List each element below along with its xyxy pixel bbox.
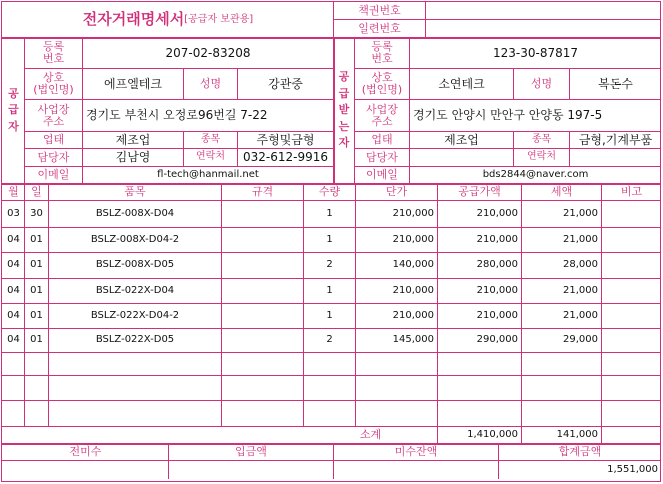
buyer-contact-label: 연락처 (527, 151, 556, 163)
table-cell (356, 376, 437, 400)
buyer-email-label: 이메일 (366, 168, 398, 182)
table-cell (222, 228, 303, 252)
col-header-5: 단가 (385, 185, 408, 199)
buyer-name-label: 상호 (법인명) (361, 71, 403, 96)
table-cell (49, 353, 221, 375)
table-cell: 280,000 (476, 259, 518, 271)
table-cell: 210,000 (392, 284, 434, 296)
grid-line (168, 443, 169, 479)
buyer-address-label: 사업장 주소 (366, 102, 398, 128)
subtotal-label: 소계 (359, 428, 382, 442)
table-cell (602, 353, 661, 375)
document-title (3, 3, 333, 37)
table-cell: 1 (326, 309, 333, 321)
table-cell: 21,000 (563, 207, 598, 219)
buyer-manager (410, 149, 513, 166)
supplier-name: 에프엘테크 (104, 76, 162, 91)
grid-line (333, 443, 334, 479)
grid-line (2, 328, 661, 329)
buyer-biz-type: 제조업 (444, 132, 479, 147)
table-cell: 210,000 (476, 233, 518, 245)
col-header-7: 세액 (550, 185, 573, 199)
grid-line (2, 227, 661, 228)
table-cell (438, 353, 521, 375)
table-cell (304, 353, 355, 375)
grid-line (513, 68, 514, 99)
supplier-address: 경기도 부천시 오정로96번길 7-22 (86, 108, 268, 123)
table-cell (222, 279, 303, 303)
table-cell: 01 (30, 334, 43, 346)
buyer-reg-no: 123-30-87817 (492, 45, 578, 60)
buyer-side-char: 자 (338, 136, 350, 150)
supplier-side-label (3, 38, 24, 183)
table-cell: BSLZ-022X-D05 (95, 334, 175, 346)
table-cell: 21,000 (563, 309, 598, 321)
subtotal-supply: 1,410,000 (467, 428, 518, 440)
grid-line (333, 2, 334, 37)
title-sub: [공급자 보관용] (184, 13, 254, 25)
table-cell: 210,000 (392, 233, 434, 245)
serial-no-value (426, 20, 661, 37)
buyer-side-char: 받 (338, 103, 350, 117)
grid-line (521, 426, 522, 443)
supplier-side-char: 급 (8, 103, 19, 117)
book-no-label: 책권번호 (358, 4, 401, 18)
table-cell: 01 (30, 284, 43, 296)
grid-line (2, 375, 661, 376)
grid-line (2, 278, 661, 279)
table-cell (356, 401, 437, 426)
table-cell: 04 (7, 309, 20, 321)
title-main: 전자거래명세서 (82, 10, 185, 29)
table-cell: 01 (30, 259, 43, 271)
buyer-biz-item-label: 종목 (531, 133, 552, 145)
grid-line (333, 19, 661, 20)
buyer-biz-type-label: 업태 (371, 133, 393, 147)
table-cell: 28,000 (563, 259, 598, 271)
table-cell: 145,000 (392, 334, 434, 346)
table-cell (304, 401, 355, 426)
grid-line (569, 68, 570, 99)
table-cell (602, 376, 661, 400)
supplier-email: fl-tech@hanmail.net (157, 168, 259, 180)
book-no-value (426, 3, 661, 19)
table-cell (602, 279, 661, 303)
supplier-email-label: 이메일 (37, 168, 70, 182)
supplier-rep: 강관중 (268, 76, 303, 91)
table-cell: BSLZ-022X-D04 (95, 284, 175, 296)
table-cell: 01 (30, 309, 43, 321)
table-cell (222, 304, 303, 328)
grid-line (498, 443, 499, 479)
grid-line (183, 68, 184, 99)
table-cell: 04 (7, 259, 20, 271)
table-cell (438, 401, 521, 426)
grid-line (2, 352, 661, 353)
supplier-biz-item: 주형및금형 (256, 132, 315, 147)
transaction-statement (1, 1, 661, 482)
table-cell: BSLZ-022X-D04-2 (90, 309, 180, 321)
col-header-0: 월 (8, 185, 19, 199)
supplier-biz-item-label: 종목 (200, 133, 221, 145)
table-cell (49, 376, 221, 400)
table-cell (3, 353, 24, 375)
table-cell (3, 401, 24, 426)
table-cell (304, 376, 355, 400)
supplier-rep-label: 성명 (199, 77, 222, 91)
footer-total-label: 합계금액 (558, 445, 602, 459)
table-cell: 2 (326, 334, 333, 346)
supplier-name-label: 상호 (법인명) (33, 71, 74, 96)
grid-line (601, 426, 602, 443)
subtotal-tax: 141,000 (556, 428, 598, 440)
grid-line (2, 460, 661, 461)
table-cell (49, 401, 221, 426)
buyer-side-label (334, 38, 354, 183)
table-cell: 03 (7, 207, 20, 219)
buyer-side-char: 는 (338, 119, 350, 133)
footer-unpaid-label: 전미수 (69, 445, 102, 459)
grid-line (425, 2, 426, 37)
table-cell (222, 376, 303, 400)
grid-line (2, 303, 661, 304)
supplier-manager: 김남영 (115, 150, 151, 165)
table-cell (522, 376, 601, 400)
table-cell (602, 201, 661, 227)
table-cell: 210,000 (476, 284, 518, 296)
supplier-biz-type: 제조업 (115, 132, 151, 147)
buyer-contact (570, 149, 661, 166)
table-cell (356, 353, 437, 375)
table-cell (602, 253, 661, 278)
table-cell: BSLZ-008X-D04-2 (90, 233, 180, 245)
col-header-3: 규격 (251, 185, 274, 199)
table-cell (222, 253, 303, 278)
supplier-contact: 032-612-9916 (242, 150, 328, 165)
footer-balance-value (334, 461, 498, 479)
table-cell (222, 401, 303, 426)
grid-line (437, 426, 438, 443)
col-header-4: 수량 (318, 185, 341, 199)
table-cell (222, 329, 303, 352)
serial-no-label: 일련번호 (358, 21, 401, 35)
footer-deposit-value (169, 461, 333, 479)
table-cell: 21,000 (563, 233, 598, 245)
buyer-email: bds2844@naver.com (482, 168, 589, 180)
table-cell: 1 (326, 207, 333, 219)
table-cell: BSLZ-008X-D05 (95, 259, 175, 271)
supplier-side-char: 자 (8, 119, 19, 133)
supplier-manager-label: 담당자 (37, 150, 70, 164)
table-cell (222, 201, 303, 227)
buyer-side-char: 급 (338, 86, 350, 100)
table-cell: 210,000 (392, 309, 434, 321)
table-cell (522, 401, 601, 426)
table-cell: 29,000 (563, 334, 598, 346)
table-cell (3, 376, 24, 400)
table-cell (25, 401, 48, 426)
footer-balance-label: 미수잔액 (394, 445, 438, 459)
footer-deposit-label: 입금액 (235, 445, 267, 459)
table-cell: 210,000 (476, 309, 518, 321)
supplier-reg-no: 207-02-83208 (165, 45, 251, 60)
table-cell (438, 376, 521, 400)
supplier-reg-no-label: 등록 번호 (42, 40, 65, 65)
col-header-1: 일 (31, 185, 42, 199)
table-cell: 30 (30, 207, 43, 219)
table-cell (522, 353, 601, 375)
col-header-6: 공급가액 (458, 185, 501, 199)
buyer-reg-no-label: 등록 번호 (371, 40, 393, 65)
supplier-contact-label: 연락처 (196, 151, 225, 163)
table-cell: 04 (7, 334, 20, 346)
table-cell: 290,000 (476, 334, 518, 346)
table-cell: 04 (7, 233, 20, 245)
buyer-side-char: 공 (338, 70, 350, 84)
buyer-rep: 복돈수 (598, 76, 633, 91)
table-cell: 21,000 (563, 284, 598, 296)
table-cell (25, 376, 48, 400)
table-cell: 210,000 (476, 207, 518, 219)
col-header-2: 품목 (124, 185, 146, 199)
footer-unpaid-value (3, 461, 168, 479)
table-cell: 1 (326, 233, 333, 245)
table-cell: 1 (326, 284, 333, 296)
grid-line (2, 252, 661, 253)
buyer-name: 소연테크 (438, 76, 485, 91)
table-cell (602, 228, 661, 252)
footer-total-value: 1,551,000 (607, 463, 658, 475)
table-cell: 04 (7, 284, 20, 296)
table-cell: 2 (326, 259, 333, 271)
buyer-biz-item: 금형,기계부품 (578, 132, 653, 147)
table-cell (602, 329, 661, 352)
supplier-biz-type-label: 업태 (42, 133, 65, 147)
table-cell: BSLZ-008X-D04 (95, 207, 175, 219)
table-cell (25, 353, 48, 375)
grid-line (2, 400, 661, 401)
grid-line (237, 68, 238, 99)
buyer-manager-label: 담당자 (366, 150, 398, 164)
buyer-address: 경기도 안양시 만안구 안양동 197-5 (413, 108, 603, 123)
table-cell (602, 401, 661, 426)
table-cell (222, 353, 303, 375)
supplier-side-char: 공 (8, 86, 19, 100)
grid-line (333, 37, 335, 183)
col-header-8: 비고 (620, 185, 643, 199)
table-cell: 01 (30, 233, 43, 245)
table-cell: 140,000 (392, 259, 434, 271)
supplier-address-label: 사업장 주소 (37, 102, 70, 128)
buyer-rep-label: 성명 (530, 77, 553, 91)
table-cell: 210,000 (392, 207, 434, 219)
table-cell (602, 304, 661, 328)
